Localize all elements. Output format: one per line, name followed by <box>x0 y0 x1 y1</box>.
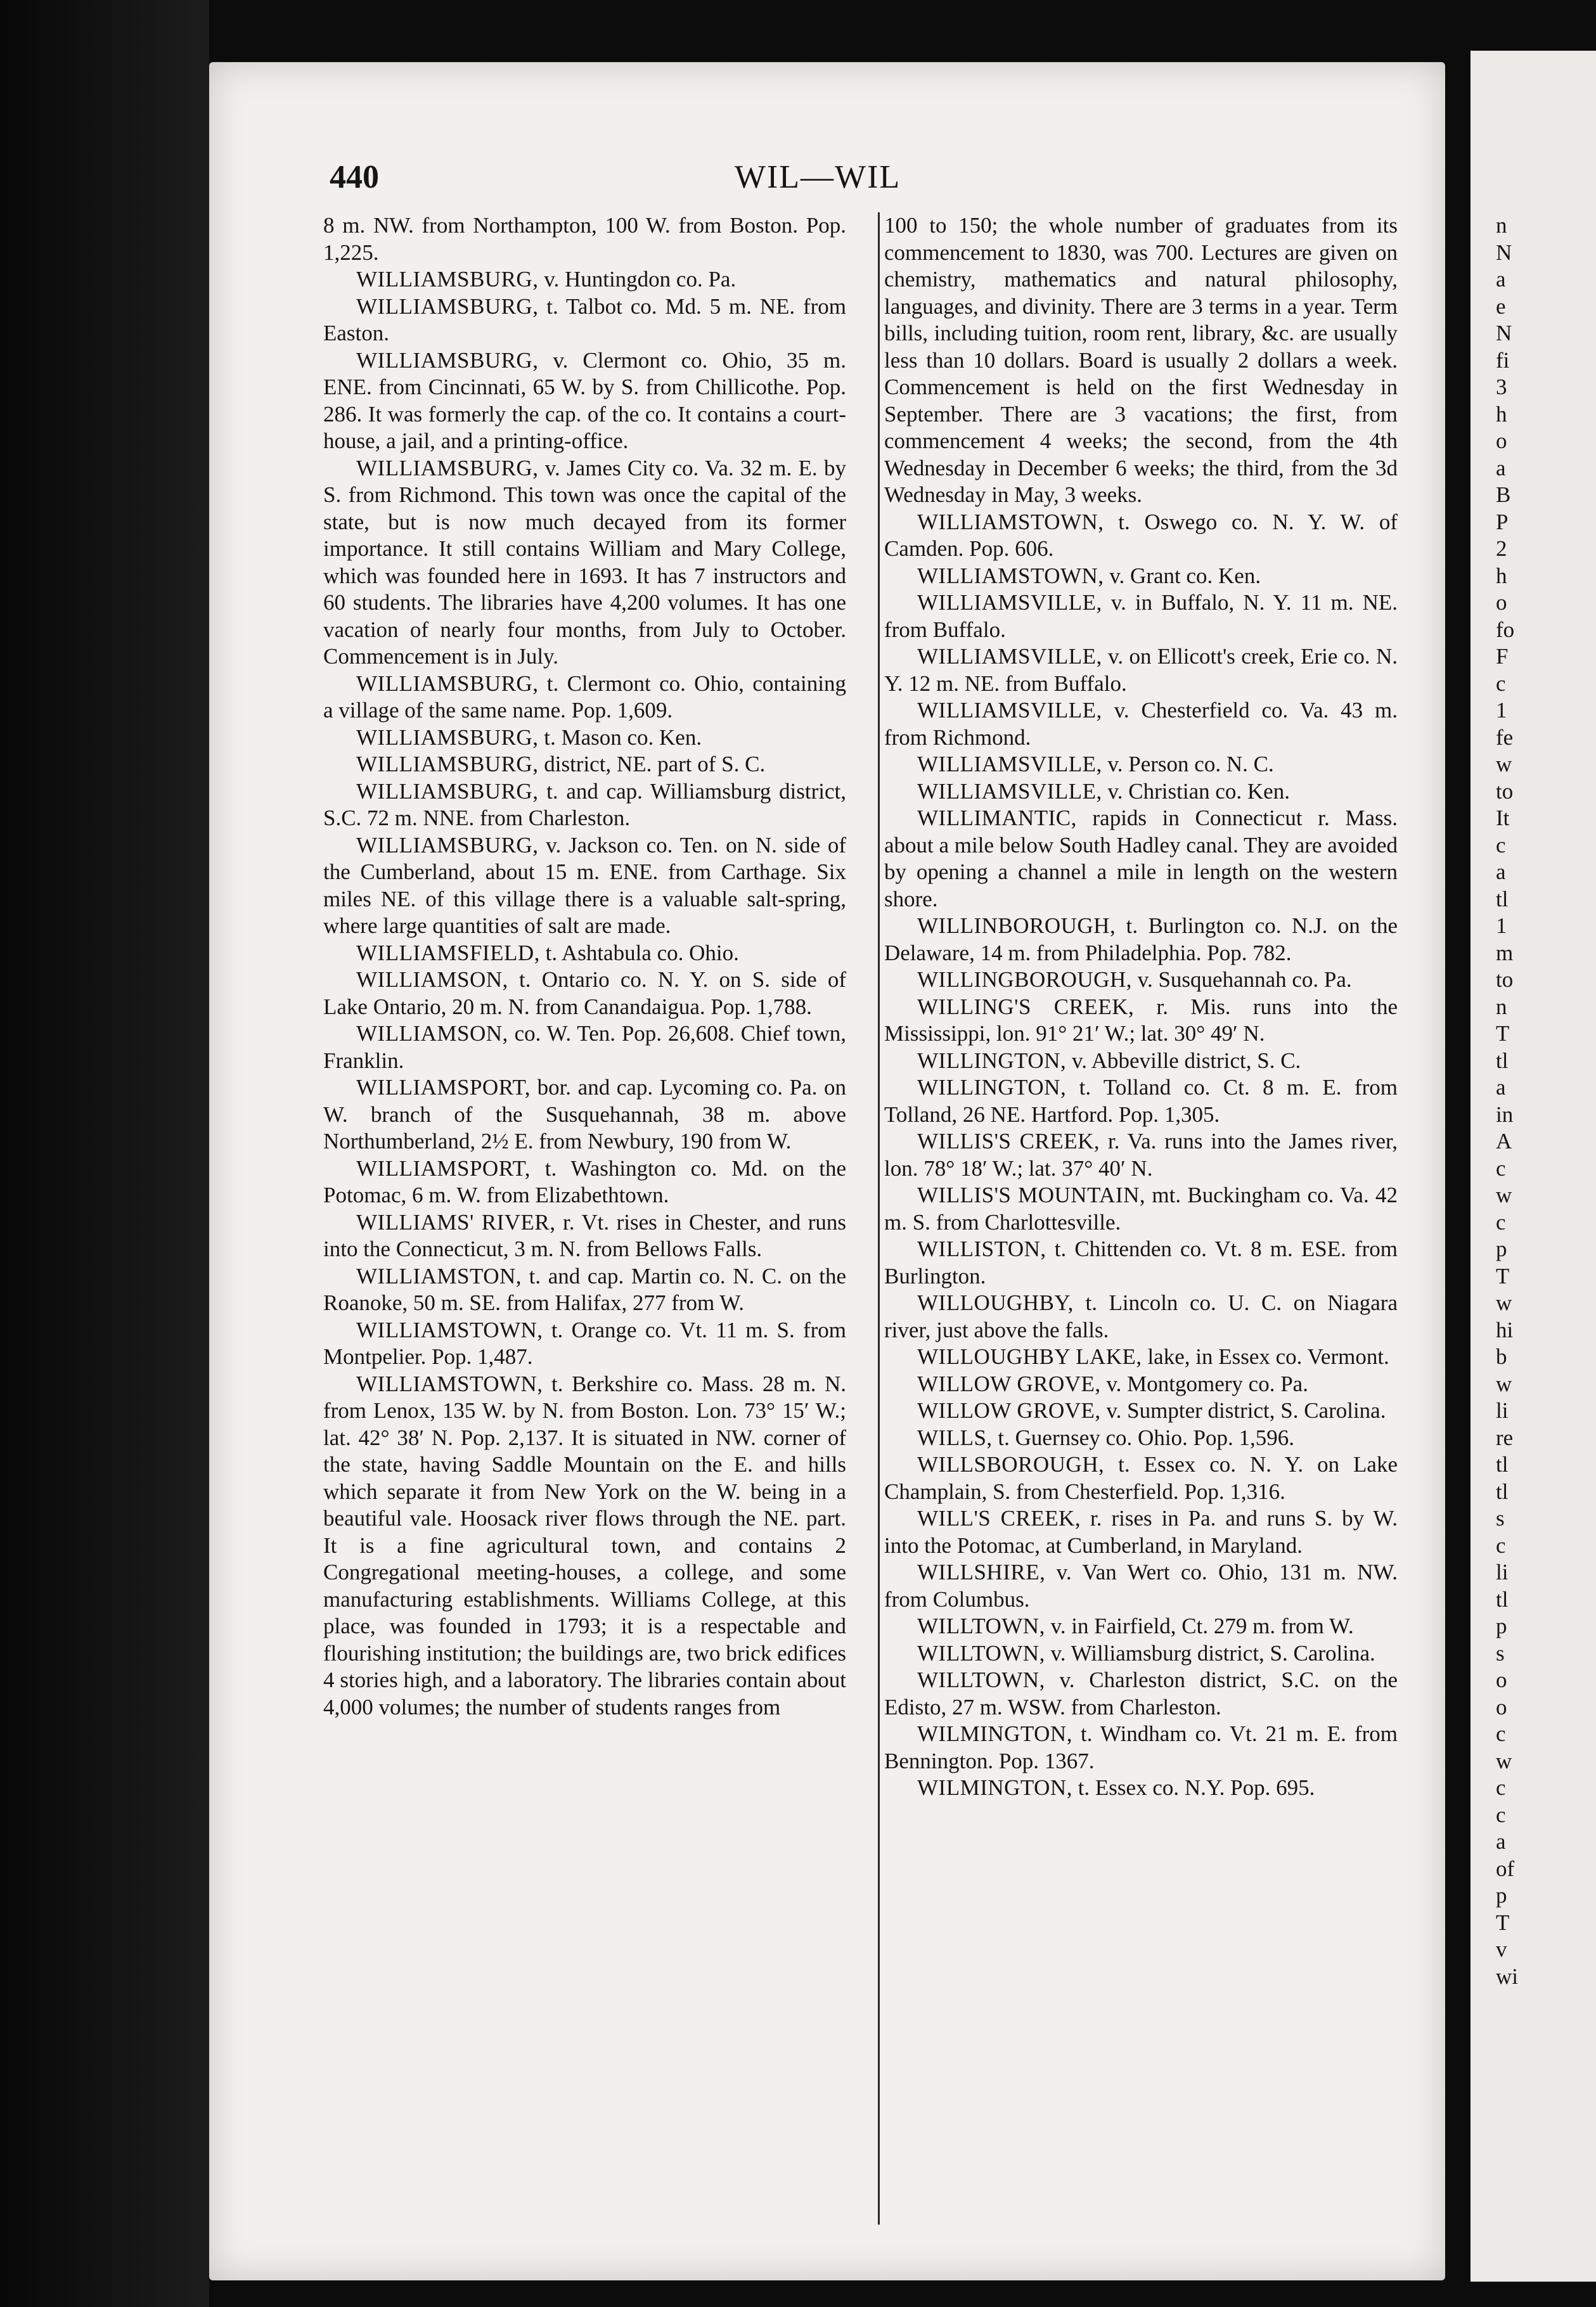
entry-headword: WILLIAMSBURG, <box>356 293 539 319</box>
entry-text: v. Clermont co. Ohio, 35 m. ENE. from Cincinnati, 65 W. by S. from Chillicothe. Pop. 286. It was formerly the cap. of the co. It contains a court-house, a jail, and a printing-office. <box>323 347 846 453</box>
entry-text: lake, in Essex co. Vermont. <box>1142 1344 1389 1369</box>
entry-text: t. Guernsey co. Ohio. Pop. 1,596. <box>992 1425 1295 1450</box>
entry-headword: WILLIAMSTOWN, <box>356 1371 543 1396</box>
entry-headword: WILLIAMSFIELD, <box>356 940 540 965</box>
gazetteer-entry <box>884 1559 1398 1613</box>
facing-page-fragment: c <box>1496 1775 1506 1800</box>
entry-text: t. Mason co. Ken. <box>538 724 702 750</box>
entry-headword: WILLIAMSPORT, <box>356 1155 531 1181</box>
gazetteer-entry <box>884 1451 1398 1505</box>
gazetteer-entry <box>323 455 846 671</box>
entry-headword: WILLIS'S CREEK, <box>917 1129 1100 1154</box>
facing-page-fragment: s <box>1496 1506 1505 1531</box>
facing-page-fragment: n <box>1496 213 1507 238</box>
entry-headword: WILLIMANTIC, <box>917 806 1077 830</box>
entry-text: t. Talbot co. Md. 5 m. NE. from Easton. <box>323 293 846 345</box>
gazetteer-entry <box>884 1074 1398 1128</box>
entry-headword: WILLIAMSTOWN, <box>917 509 1104 534</box>
gazetteer-entry <box>884 589 1398 643</box>
gazetteer-entry <box>323 751 846 778</box>
facing-page-fragment: a <box>1496 455 1506 480</box>
entry-text: t. Lincoln co. U. C. on Niagara river, just above the falls. <box>884 1290 1398 1342</box>
entry-text: t. Washington co. Md. on the Potomac, 6 m. W. from Elizabethtown. <box>323 1155 846 1207</box>
gazetteer-entry <box>323 778 846 832</box>
gazetteer-entry <box>323 293 846 347</box>
gazetteer-entry <box>323 1020 846 1074</box>
gazetteer-entry <box>884 1505 1398 1559</box>
facing-page-fragment: e <box>1496 293 1506 319</box>
entry-text: v. Chesterfield co. Va. 43 m. from Richmond. <box>884 698 1398 750</box>
gazetteer-entry <box>884 1236 1398 1290</box>
entry-headword: WILLINGBOROUGH, <box>917 967 1132 992</box>
entry-headword: WILLSBOROUGH, <box>917 1452 1105 1477</box>
entry-text: v. Susquehannah co. Pa. <box>1131 967 1352 992</box>
entry-text: t. Windham co. Vt. 21 m. E. from Bennington. Pop. 1367. <box>884 1721 1398 1773</box>
entry-headword: WILLIAMSVILLE, <box>917 590 1102 615</box>
entry-headword: WILMINGTON, <box>917 1775 1072 1800</box>
facing-page-fragment: p <box>1496 1614 1507 1638</box>
entry-text: v. James City co. Va. 32 m. E. by S. from Richmond. This town was once the capital of the state, but is now much decayed from its former importance. It still contains William and Mary College, which was founded here in 1693. It has 7 instructors and 60 students. The libraries have 4,200 volumes. It has one vacation of nearly four months, from July to October. Commencement is in July. <box>323 455 846 669</box>
facing-page-fragment: 3 <box>1496 375 1507 399</box>
entry-headword: WILLINGTON, <box>917 1048 1067 1073</box>
entry-text: t. Essex co. N.Y. Pop. 695. <box>1072 1775 1315 1800</box>
scan-margin-left <box>0 0 209 2307</box>
entry-text: v. in Buffalo, N. Y. 11 m. NE. from Buffalo. <box>884 590 1398 642</box>
facing-page-fragment: A <box>1496 1129 1512 1154</box>
facing-page-fragment: B <box>1496 482 1511 507</box>
entry-text: t. Ontario co. N. Y. on S. side of Lake Ontario, 20 m. N. from Canandaigua. Pop. 1,788. <box>323 967 846 1019</box>
entry-text: v. Williamsburg district, S. Carolina. <box>1045 1640 1375 1666</box>
entry-text: v. Abbeville district, S. C. <box>1066 1048 1301 1073</box>
facing-page-fragment: c <box>1496 671 1506 696</box>
facing-page-fragment: h <box>1496 401 1507 427</box>
facing-page-fragment: m <box>1496 940 1514 965</box>
facing-page-fragment: fo <box>1496 617 1515 642</box>
facing-page-fragment: to <box>1496 778 1514 804</box>
gazetteer-entry <box>323 1317 846 1371</box>
facing-page-fragment: tl <box>1496 1048 1509 1073</box>
entry-text: 100 to 150; the whole number of graduates from its commencement to 1830, was 700. Lectures are given on chemistry, mathematics and natural philosophy, languages, and divinity. There are 3 terms in a year. Term bills, including tuition, room rent, library, &c. are usually less than 10 dollars. Board is usually 2 dollars a week. Commencement is held on the first Wednesday in September. There are 3 vacations; the first, from commencement 4 weeks; the second, from the 4th Wednesday in December 6 weeks; the third, from the 3d Wednesday in May, 3 weeks. <box>884 213 1398 507</box>
entry-text: r. rises in Pa. and runs S. by W. into the Potomac, at Cumberland, in Maryland. <box>884 1506 1398 1558</box>
facing-page-fragment: in <box>1496 1102 1514 1127</box>
gazetteer-entry <box>884 967 1398 994</box>
facing-page-fragment: P <box>1496 509 1509 534</box>
gazetteer-entry <box>884 1182 1398 1236</box>
entry-headword: WILLIAMSTOWN, <box>356 1317 543 1342</box>
gazetteer-entry <box>323 671 846 724</box>
page-number: 440 <box>330 159 379 195</box>
facing-page-fragment: o <box>1496 428 1507 453</box>
entry-headword: WILLIAMSON, <box>356 1021 508 1046</box>
gazetteer-entry <box>323 724 846 752</box>
facing-page-fragment: c <box>1496 1802 1506 1827</box>
gazetteer-entry <box>884 1290 1398 1344</box>
entry-headword: WILLOUGHBY LAKE, <box>917 1344 1142 1369</box>
entry-text: co. W. Ten. Pop. 26,608. Chief town, Franklin. <box>323 1021 846 1073</box>
facing-page-fragment: v <box>1496 1937 1507 1962</box>
facing-page-fragment: tl <box>1496 1479 1509 1504</box>
entry-text: v. Jackson co. Ten. on N. side of the Cumberland, about 15 m. ENE. from Carthage. Six miles NE. of this village there is a valuable salt-spring, where large quantities of salt are made. <box>323 832 846 938</box>
gazetteer-entry <box>323 1209 846 1263</box>
entry-text: 8 m. NW. from Northampton, 100 W. from Boston. Pop. 1,225. <box>323 213 846 265</box>
entry-headword: WILLIAMSTOWN, <box>917 563 1104 588</box>
facing-page-fragment: tl <box>1496 886 1509 911</box>
entry-headword: WILLING'S CREEK, <box>917 994 1135 1019</box>
entry-text: t. Chittenden co. Vt. 8 m. ESE. from Burlington. <box>884 1237 1398 1288</box>
gazetteer-entry <box>323 1371 846 1721</box>
facing-page-fragment: b <box>1496 1344 1507 1369</box>
gazetteer-entry <box>884 1344 1398 1371</box>
entry-text: t. Clermont co. Ohio, containing a village of the same name. Pop. 1,609. <box>323 671 846 723</box>
gazetteer-entry <box>884 1640 1398 1668</box>
facing-page-fragment: c <box>1496 1533 1506 1558</box>
facing-page-fragment: a <box>1496 1075 1506 1100</box>
facing-page-fragment: c <box>1496 1155 1506 1181</box>
facing-page-fragment: w <box>1496 1748 1512 1773</box>
gazetteer-entry <box>323 1155 846 1209</box>
gazetteer-entry <box>884 913 1398 967</box>
facing-page-fragment: 1 <box>1496 913 1507 938</box>
facing-page-fragment: hi <box>1496 1317 1514 1342</box>
facing-page-fragment: of <box>1496 1856 1515 1881</box>
facing-page-fragment: T <box>1496 1021 1510 1046</box>
facing-page-fragment: tl <box>1496 1586 1509 1612</box>
gazetteer-entry <box>884 994 1398 1048</box>
facing-page-fragment: a <box>1496 859 1506 884</box>
entry-text: r. Mis. runs into the Mississippi, lon. 91° 21′ W.; lat. 30° 49′ N. <box>884 994 1398 1046</box>
facing-page-fragment: 1 <box>1496 698 1507 723</box>
entry-headword: WILL'S CREEK, <box>917 1506 1081 1531</box>
facing-page-fragment: c <box>1496 1721 1506 1746</box>
gazetteer-entry <box>884 212 1398 509</box>
facing-page-fragment: re <box>1496 1425 1514 1450</box>
entry-text: t. and cap. Martin co. N. C. on the Roanoke, 50 m. SE. from Halifax, 277 from W. <box>323 1263 846 1315</box>
gazetteer-entry <box>884 1721 1398 1775</box>
entry-headword: WILLIAMSBURG, <box>356 724 539 750</box>
entry-headword: WILLIAMSBURG, <box>356 455 539 480</box>
facing-page-fragment: a <box>1496 1829 1506 1854</box>
entry-text: v. on Ellicott's creek, Erie co. N. Y. 12 m. NE. from Buffalo. <box>884 644 1398 696</box>
facing-page-fragment: c <box>1496 832 1506 858</box>
entry-headword: WILLIAMSVILLE, <box>917 698 1102 723</box>
gazetteer-entry <box>323 967 846 1020</box>
entry-headword: WILMINGTON, <box>917 1721 1072 1746</box>
entry-headword: WILLTOWN, <box>917 1640 1045 1666</box>
entry-headword: WILLOW GROVE, <box>917 1398 1101 1423</box>
facing-page-fragment: li <box>1496 1398 1509 1423</box>
entry-headword: WILLIAMSTON, <box>356 1263 522 1288</box>
column-rule <box>878 212 880 2225</box>
facing-page-fragment: 2 <box>1496 536 1507 561</box>
gazetteer-entry <box>884 805 1398 913</box>
entry-text: t. Burlington co. N.J. on the Delaware, 14 m. from Philadelphia. Pop. 782. <box>884 913 1398 965</box>
entry-headword: WILLIAMSVILLE, <box>917 778 1102 804</box>
entry-headword: WILLIAMSBURG, <box>356 752 539 776</box>
entry-headword: WILLOW GROVE, <box>917 1371 1101 1396</box>
facing-page-fragment: w <box>1496 1371 1512 1396</box>
facing-page-fragment: w <box>1496 1183 1512 1207</box>
right-column <box>884 212 1398 1802</box>
left-column <box>323 212 846 1721</box>
facing-page-fragment: F <box>1496 644 1509 669</box>
entry-headword: WILLIAMSBURG, <box>356 347 539 373</box>
entry-headword: WILLINGTON, <box>917 1075 1067 1100</box>
entry-text: v. in Fairfield, Ct. 279 m. from W. <box>1045 1614 1354 1638</box>
facing-page-fragment: s <box>1496 1640 1505 1666</box>
gazetteer-entry <box>884 509 1398 563</box>
gazetteer-entry <box>884 1775 1398 1802</box>
gazetteer-entry <box>884 1398 1398 1425</box>
facing-page-fragment: o <box>1496 1668 1507 1692</box>
entry-text: t. and cap. Williamsburg district, S.C. 72 m. NNE. from Charleston. <box>323 778 846 830</box>
gazetteer-entry <box>884 1048 1398 1075</box>
entry-text: v. Grant co. Ken. <box>1104 563 1261 588</box>
entry-text: district, NE. part of S. C. <box>538 752 766 776</box>
entry-headword: WILLIAMSVILLE, <box>917 752 1102 776</box>
facing-page-fragment: N <box>1496 321 1512 345</box>
entry-headword: WILLIAMSON, <box>356 967 508 992</box>
facing-page-fragment: wi <box>1496 1963 1518 1989</box>
facing-page-fragment: o <box>1496 1694 1507 1719</box>
gazetteer-entry <box>323 1074 846 1155</box>
gazetteer-entry <box>884 751 1398 778</box>
gazetteer-entry <box>323 832 846 940</box>
entry-text: t. Ashtabula co. Ohio. <box>539 940 739 965</box>
gazetteer-entry <box>323 940 846 967</box>
facing-page-fragment: fe <box>1496 724 1514 750</box>
entry-text: v. Person co. N. C. <box>1102 752 1274 776</box>
entry-headword: WILLTOWN, <box>917 1614 1045 1638</box>
entry-headword: WILLIAMSPORT, <box>356 1075 531 1100</box>
entry-headword: WILLIAMSBURG, <box>356 671 539 696</box>
facing-page-fragment: to <box>1496 967 1514 992</box>
facing-page-fragment: T <box>1496 1910 1510 1935</box>
gazetteer-entry <box>884 1613 1398 1640</box>
entry-text: rapids in Connecticut r. Mass. about a mile below South Hadley canal. They are avoided by opening a channel a mile in length on the western shore. <box>884 806 1398 911</box>
gazetteer-entry <box>884 1128 1398 1182</box>
facing-page-fragment: li <box>1496 1560 1509 1584</box>
facing-page-fragment: p <box>1496 1883 1507 1908</box>
facing-page-fragment: It <box>1496 806 1510 830</box>
gazetteer-entry <box>884 778 1398 806</box>
entry-text: v. Huntingdon co. Pa. <box>538 267 737 292</box>
facing-page-fragment: c <box>1496 1209 1506 1235</box>
entry-headword: WILLIAMSBURG, <box>356 778 539 804</box>
gazetteer-entry <box>884 563 1398 590</box>
facing-page-fragment: a <box>1496 267 1506 292</box>
entry-headword: WILLTOWN, <box>917 1668 1045 1692</box>
facing-page-fragment: tl <box>1496 1452 1509 1477</box>
entry-headword: WILLIAMSBURG, <box>356 832 539 858</box>
entry-text: mt. Buckingham co. Va. 42 m. S. from Charlottesville. <box>884 1183 1398 1235</box>
gazetteer-entry <box>884 697 1398 751</box>
facing-page-fragment: p <box>1496 1237 1507 1261</box>
entry-headword: WILLINBOROUGH, <box>917 913 1116 938</box>
facing-page-fragment: h <box>1496 563 1507 588</box>
facing-page-fragment: fi <box>1496 347 1510 373</box>
entry-text: t. Berkshire co. Mass. 28 m. N. from Lenox, 135 W. by N. from Boston. Lon. 73° 15′ W.; lat. 42° 38′ N. Pop. 2,137. It is situated in NW. corner of the state, having Saddle Mountain on the E. and hills which separate it from New York on the W. being in a beautiful vale. Hoosack river flows through the NE. part. It is a fine agricultural town, and contains 2 Congregational meeting-houses, a college, and some manufacturing establishments. Williams College, at this place, was founded in 1793; it is a respectable and flourishing institution; the buildings are, two brick edifices 4 stories high, and a laboratory. The libraries contain about 4,000 volumes; the number of students ranges from <box>323 1371 846 1719</box>
entry-text: bor. and cap. Lycoming co. Pa. on W. branch of the Susquehannah, 38 m. above Northumberland, 2½ E. from Newbury, 190 from W. <box>323 1075 846 1154</box>
facing-page-fragment: w <box>1496 752 1512 776</box>
gazetteer-entry <box>884 1425 1398 1452</box>
entry-headword: WILLIS'S MOUNTAIN, <box>917 1183 1146 1207</box>
facing-page-fragments <box>1496 212 1596 1990</box>
gazetteer-entry <box>884 643 1398 697</box>
gazetteer-entry <box>884 1667 1398 1721</box>
facing-page-fragment: n <box>1496 994 1507 1019</box>
page-header <box>330 158 1306 209</box>
gazetteer-entry <box>323 347 846 455</box>
entry-text: r. Vt. rises in Chester, and runs into the Connecticut, 3 m. N. from Bellows Falls. <box>323 1209 846 1261</box>
gazetteer-entry <box>884 1371 1398 1398</box>
facing-page-fragment: T <box>1496 1263 1510 1288</box>
gazetteer-entry <box>323 212 846 266</box>
entry-headword: WILLSHIRE, <box>917 1560 1046 1584</box>
entry-text: v. Van Wert co. Ohio, 131 m. NW. from Columbus. <box>884 1560 1398 1612</box>
entry-headword: WILLIAMS' RIVER, <box>356 1209 556 1235</box>
running-head: WIL—WIL <box>734 159 901 195</box>
facing-page-fragment: o <box>1496 590 1507 615</box>
gazetteer-entry <box>323 1263 846 1317</box>
facing-page-fragment: N <box>1496 240 1512 265</box>
entry-text: r. Va. runs into the James river, lon. 78° 18′ W.; lat. 37° 40′ N. <box>884 1129 1398 1181</box>
entry-text: t. Orange co. Vt. 11 m. S. from Montpelier. Pop. 1,487. <box>323 1317 846 1369</box>
gazetteer-entry <box>323 266 846 293</box>
entry-text: v. Christian co. Ken. <box>1102 778 1290 804</box>
entry-text: v. Montgomery co. Pa. <box>1100 1371 1308 1396</box>
entry-headword: WILLOUGHBY, <box>917 1290 1074 1315</box>
entry-text: t. Essex co. N. Y. on Lake Champlain, S. from Chesterfield. Pop. 1,316. <box>884 1452 1398 1504</box>
entry-text: v. Sumpter district, S. Carolina. <box>1100 1398 1386 1423</box>
entry-text: t. Oswego co. N. Y. W. of Camden. Pop. 606. <box>884 509 1398 561</box>
entry-text: v. Charleston district, S.C. on the Edisto, 27 m. WSW. from Charleston. <box>884 1668 1398 1719</box>
entry-text: t. Tolland co. Ct. 8 m. E. from Tolland, 26 NE. Hartford. Pop. 1,305. <box>884 1075 1398 1127</box>
entry-headword: WILLIAMSVILLE, <box>917 644 1102 669</box>
entry-headword: WILLISTON, <box>917 1237 1046 1261</box>
entry-headword: WILLS, <box>917 1425 993 1450</box>
entry-headword: WILLIAMSBURG, <box>356 267 539 292</box>
facing-page-fragment: w <box>1496 1290 1512 1315</box>
